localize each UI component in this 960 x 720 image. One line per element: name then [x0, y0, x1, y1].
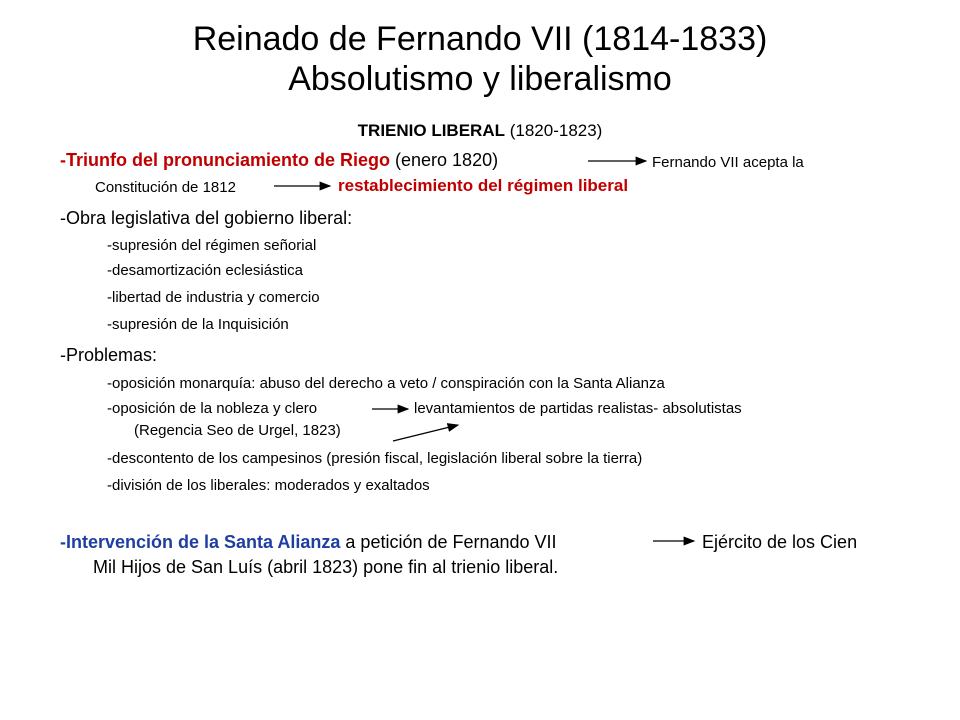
triunfo-constitucion: Constitución de 1812 — [95, 179, 236, 196]
section-heading — [0, 121, 960, 141]
intervencion-peticion: a petición de Fernando VII — [340, 532, 557, 552]
problemas-item-3: -descontento de los campesinos (presión fiscal, legislación liberal sobre la tierra) — [107, 450, 643, 467]
triunfo-dash: - — [60, 150, 66, 170]
intervencion-blue-text: Intervención de la Santa Alianza — [66, 532, 341, 552]
problemas-item-2c: (Regencia Seo de Urgel, 1823) — [134, 422, 341, 439]
triunfo-restablecimiento: restablecimiento del régimen liberal — [338, 176, 629, 195]
triunfo-result: Fernando VII acepta la — [652, 154, 804, 171]
intervencion-line1 — [60, 532, 557, 553]
obra-item-3: -libertad de industria y comercio — [107, 289, 320, 306]
triunfo-date: (enero 1820) — [390, 150, 499, 170]
intervencion-dash: - — [60, 532, 66, 552]
page-subtitle: Absolutismo y liberalismo — [288, 60, 672, 98]
intervencion-result: Ejército de los Cien — [702, 532, 858, 552]
section-heading-bold: TRIENIO LIBERAL — [357, 121, 505, 140]
problemas-item-2b: levantamientos de partidas realistas- absolutistas — [414, 400, 742, 417]
obra-item-4: -supresión de la Inquisición — [107, 316, 289, 333]
arrow-regencia-icon — [393, 425, 458, 441]
obra-item-1: -supresión del régimen señorial — [107, 237, 317, 254]
problemas-item-4: -división de los liberales: moderados y exaltados — [107, 477, 430, 494]
problemas-item-2a: -oposición de la nobleza y clero — [107, 400, 318, 417]
obra-item-2: -desamortización eclesiástica — [107, 262, 303, 279]
intervencion-line2: Mil Hijos de San Luís (abril 1823) pone fin al trienio liberal. — [93, 557, 559, 577]
problemas-heading: -Problemas: — [60, 345, 158, 365]
section-heading-dates: (1820-1823) — [505, 121, 603, 140]
triunfo-line1 — [60, 150, 498, 171]
obra-heading: -Obra legislativa del gobierno liberal: — [60, 208, 353, 228]
problemas-item-1: -oposición monarquía: abuso del derecho a veto / conspiración con la Santa Alianza — [107, 375, 665, 392]
triunfo-red-text: Triunfo del pronunciamiento de Riego — [66, 150, 391, 170]
page-title: Reinado de Fernando VII (1814-1833) — [192, 20, 768, 58]
